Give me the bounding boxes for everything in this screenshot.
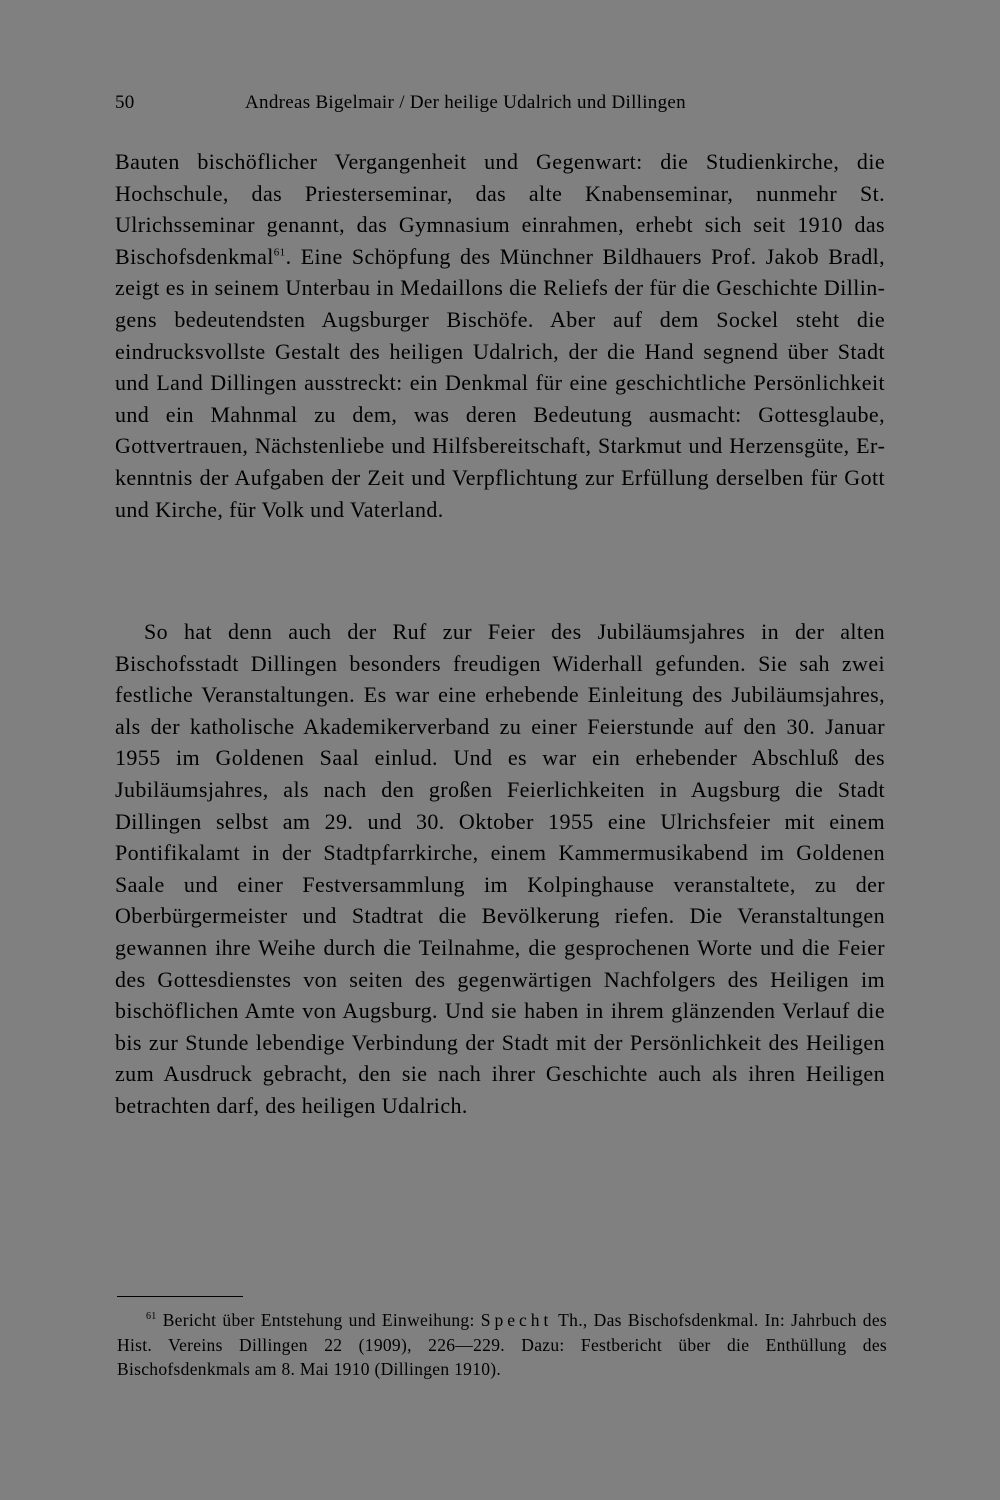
page-number: 50 xyxy=(115,92,135,113)
paragraph-1-text-end: . Eine Schöpfung des Münchner Bildhauers Prof. Jakob Bradl, zeigt es in seinem Unterbau in Medaillons die Reliefs der für die Geschichte Dillingens bedeutendsten Augsburger Bischöfe. Aber auf dem Sockel steht die eindrucksvollste Gestalt des heiligen Udalrich, der die Hand segnend über Stadt und Land Dillingen ausstreckt: ein Denkmal für eine geschichtliche Persönlichkeit und ein Mahnmal zu dem, was deren Bedeutung ausmacht: Gottesglaube, Gottvertrauen, Nächstenliebe und Hilfsbereitschaft, Starkmut und Herzensgüte, Erkenntnis der Aufgaben der Zeit und Verpflichtung zur Erfüllung derselben für Gott und Kirche, für Volk und Vaterland. xyxy=(115,243,885,522)
footnote-separator xyxy=(117,1296,243,1297)
paragraph-1 xyxy=(115,146,885,525)
paragraph-1-text-start: Bauten bischöflicher Vergangenheit und Gegenwart: die Studienkirche, die Hochschule, das Priesterseminar, das alte Knabenseminar, nunmehr St. Ulrichsseminar genannt, das Gymnasium einrahmen, erhebt sich seit 1910 das Bischofsdenkmal xyxy=(115,149,885,269)
running-title: Andreas Bigelmair / Der heilige Udalrich und Dillingen xyxy=(245,92,686,113)
footnote-number: 61 xyxy=(146,1311,157,1323)
footnote-author: Specht xyxy=(480,1310,553,1330)
footnote-text-end: Th., Das Bischofsdenkmal. In: Jahrbuch des Hist. Vereins Dillingen 22 (1909), 226—229. Dazu: Festbericht über die Enthüllung des Bischofsdenkmals am 8. Mai 1910 (Dillingen 1910). xyxy=(117,1310,888,1379)
page-header xyxy=(115,92,885,122)
footnote xyxy=(117,1308,887,1382)
paragraph-2: So hat denn auch der Ruf zur Feier des Jubiläumsjahres in der alten Bischofsstadt Dillingen besonders freudigen Widerhall gefunden. Sie sah zwei festliche Veranstaltungen. Es war eine erhebende Einleitung des Jubiläumsjahres, als der katholische Akademikerverband zu einer Feierstunde auf den 30. Januar 1955 im Goldenen Saal einlud. Und es war ein erhebender Abschluß des Jubiläumsjahres, als nach den großen Feierlichkeiten in Augsburg die Stadt Dillingen selbst am 29. und 30. Oktober 1955 eine Ulrichsfeier mit einem Pontifikalamt in der Stadtpfarrkirche, einem Kammermusikabend im Goldenen Saale und einer Festversammlung im Kolpinghause veranstaltete, zu der Oberbürgermeister und Stadtrat die Bevölkerung riefen. Die Veranstaltungen gewannen ihre Weihe durch die Teilnahme, die gesprochenen Worte und die Feier des Gottesdienstes von seiten des gegenwärtigen Nachfolgers des Heiligen im bischöflichen Amte von Augsburg. Und sie haben in ihrem glänzenden Verlauf die bis zur Stunde lebendige Verbindung der Stadt mit der Persönlichkeit des Heiligen zum Ausdruck gebracht, den sie nach ihrer Geschichte auch als ihren Heiligen betrachten darf, des heiligen Udalrich. xyxy=(115,619,885,1118)
footnote-reference: 61 xyxy=(273,246,286,259)
footnote-text-start: Bericht über Entstehung und Einweihung: xyxy=(156,1310,481,1330)
